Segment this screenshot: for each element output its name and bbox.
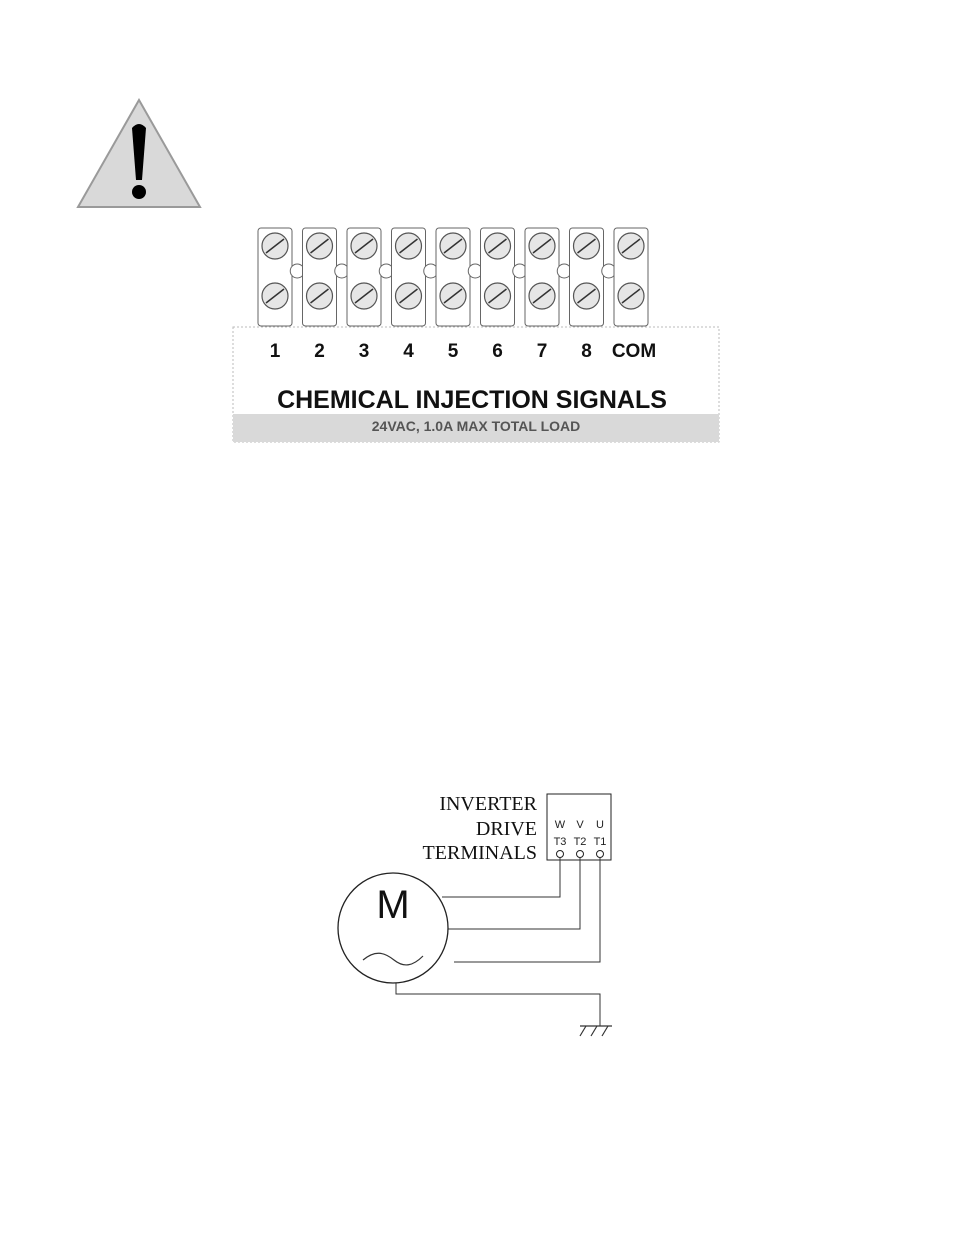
- terminal-t2-connector: [577, 851, 584, 858]
- phase-letter-v: V: [576, 819, 584, 831]
- terminal-label-5: 5: [447, 341, 459, 362]
- phase-letter-u: U: [596, 819, 604, 831]
- terminal-screw-set: [614, 228, 648, 326]
- terminal-t3-connector: [557, 851, 564, 858]
- terminal-screw-set: [303, 228, 337, 326]
- terminal-screw-set: [481, 228, 515, 326]
- wire-t1: [454, 858, 600, 963]
- terminal-screw-set: [347, 228, 381, 326]
- terminal-label-7: 7: [536, 341, 548, 362]
- terminal-label-t3: T3: [553, 836, 567, 848]
- terminal-block: [230, 226, 722, 446]
- terminal-screw-set: [258, 228, 292, 326]
- terminal-screw-set: [392, 228, 426, 326]
- terminal-label-com: COM: [611, 341, 657, 362]
- terminal-screw-set: [570, 228, 604, 326]
- ground-wire: [396, 978, 600, 1026]
- inverter-label-line-1: INVERTER: [439, 793, 537, 815]
- terminal-label-1: 1: [269, 341, 281, 362]
- motor-wiring-diagram: [320, 780, 640, 1050]
- terminal-label-4: 4: [403, 341, 414, 362]
- exclamation-dot: [132, 185, 146, 199]
- terminal-label-t1: T1: [593, 836, 607, 848]
- ground-icon: [580, 1026, 612, 1036]
- terminal-label-2: 2: [314, 341, 325, 362]
- terminal-t1-connector: [597, 851, 604, 858]
- phase-letter-w: W: [554, 819, 566, 831]
- terminal-label-6: 6: [492, 341, 503, 362]
- terminal-label-8: 8: [581, 341, 592, 362]
- terminal-screw-set: [436, 228, 470, 326]
- inverter-label-line-2: DRIVE: [475, 818, 537, 840]
- terminal-screw-set: [525, 228, 559, 326]
- terminal-label-3: 3: [358, 341, 370, 362]
- motor-label: M: [376, 883, 410, 927]
- terminal-block-title: CHEMICAL INJECTION SIGNALS: [277, 386, 667, 414]
- inverter-label-line-3: TERMINALS: [422, 842, 537, 864]
- terminal-label-t2: T2: [573, 836, 587, 848]
- warning-triangle-icon: [76, 98, 202, 210]
- rating-text: 24VAC, 1.0A MAX TOTAL LOAD: [371, 418, 581, 434]
